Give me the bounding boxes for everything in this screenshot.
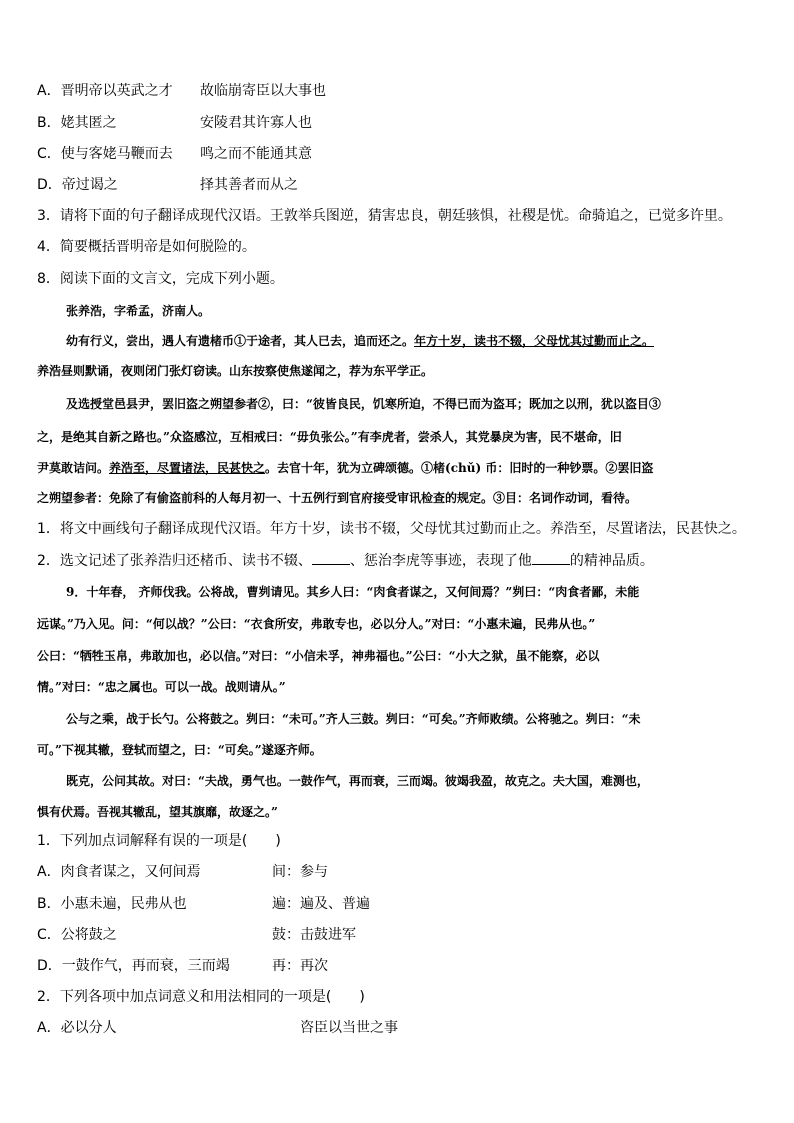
q9-2-option-a-right: 咨臣以当世之事	[300, 1020, 398, 1036]
q9-1-option-c-right: 鼓：击鼓进军	[272, 927, 356, 943]
question-9-2: 2．下列各项中加点词意义和用法相同的一项是( )	[37, 989, 365, 1005]
answer-blank-2[interactable]	[532, 550, 570, 565]
question-8: 8．阅读下面的文言文，完成下列小题。	[37, 271, 284, 287]
question-8-2	[37, 550, 654, 571]
passage8-line6-text: 尹莫敢诘问。	[37, 461, 110, 475]
passage8-line1: 张养浩，字希孟，济南人。	[66, 304, 211, 318]
q9-1-option-d: D．一鼓作气，再而衰，三而竭	[37, 958, 230, 974]
q9-1-option-b: B．小惠未遍，民弗从也	[37, 896, 187, 912]
option-d	[37, 175, 118, 195]
passage8-line2	[66, 331, 786, 351]
passage8-line4: 及选授堂邑县尹，罢旧盗之朔望参者②，曰：“彼皆良民，饥寒所迫，不得已而为盗耳；既加之以刑，犹以盗目③	[66, 397, 661, 411]
question-4: 4．简要概括晋明帝是如何脱险的。	[37, 239, 256, 255]
passage8-line6-notes: 。去官十年，犹为立碑颂德。①楮(chǔ) 币：旧时的一种钞票。②罢旧盗	[265, 461, 654, 475]
passage9-line8: 惧有伏焉。吾视其辙乱，望其旗靡，故逐之。”	[37, 805, 278, 819]
question-3: 3．请将下面的句子翻译成现代汉语。王敦举兵图逆，猜害忠良，朝廷骇惧，社稷是忧。命骑追之，已觉多许里。	[37, 208, 732, 224]
passage8-line3: 养浩昼则默诵，夜则闭门张灯窃读。山东按察使焦遂闻之，荐为东平学正。	[37, 364, 434, 378]
passage8-line5: 之，是绝其自新之路也。”众盗感泣，互相戒曰：“毋负张公。”有李虎者，尝杀人，其党暴戾为害，民不堪命，旧	[37, 430, 622, 444]
answer-blank-1[interactable]	[312, 550, 350, 565]
passage8-underlined-sentence-1: 年方十岁，读书不辍，父母忧其过勤而止之。	[414, 334, 655, 348]
question-8-2-text-b: 、惩治李虎等事迹，表现了他	[349, 553, 532, 569]
option-b	[37, 113, 117, 133]
passage9-line6: 可。”下视其辙，登轼而望之，曰：“可矣。”遂逐齐师。	[37, 743, 322, 757]
q9-1-option-a-right: 间：参与	[272, 864, 328, 880]
option-a-right: 故临崩寄臣以大事也	[200, 83, 326, 99]
passage8-line6	[37, 458, 757, 478]
q9-2-option-a: A．必以分人	[37, 1020, 117, 1036]
question-8-1: 1．将文中画线句子翻译成现代汉语。年方十岁，读书不辍，父母忧其过勤而止之。养浩至，尽置诸法，民甚快之。	[37, 521, 746, 537]
question-8-2-text-c: 的精神品质。	[569, 553, 654, 569]
question-9-1: 1．下列加点词解释有误的一项是( )	[37, 833, 281, 849]
q9-1-option-d-right: 再：再次	[272, 958, 328, 974]
passage9-line1: 9．十年春， 齐师伐我。公将战，曹刿请见。其乡人曰：“肉食者谋之，又何间焉？”刿曰：“肉食者鄙，未能	[66, 585, 640, 599]
option-b-right: 安陵君其许寡人也	[200, 115, 312, 131]
q9-1-option-c: C．公将鼓之	[37, 927, 117, 943]
passage8-underlined-sentence-2: 养浩至，尽置诸法，民甚快之	[109, 461, 266, 475]
q9-1-option-b-right: 遍：遍及、普遍	[272, 896, 370, 912]
option-d-label: D．帝过谒之	[37, 177, 118, 193]
passage8-line7: 之朔望参者：免除了有偷盗前科的人每月初一、十五例行到官府接受审讯检查的规定。③目：名词作动词，看待。	[37, 491, 638, 505]
option-b-label: B．姥其匿之	[37, 115, 117, 131]
passage9-line3: 公曰：“牺牲玉帛，弗敢加也，必以信。”对曰：“小信未孚，神弗福也。”公曰：“小大之狱，虽不能察，必以	[37, 649, 600, 663]
option-c-label: C．使与客姥马鞭而去	[37, 146, 173, 162]
option-c	[37, 144, 173, 164]
passage8-line2-text: 幼有行义，尝出，遇人有遗楮币①于途者，其人已去，追而还之。	[66, 334, 415, 348]
option-a-label: A．晋明帝以英武之才	[37, 83, 173, 99]
passage9-line4: 情。”对曰：“忠之属也。可以一战。战则请从。”	[37, 680, 286, 694]
option-d-right: 择其善者而从之	[200, 177, 298, 193]
q9-1-option-a: A．肉食者谋之，又何间焉	[37, 864, 201, 880]
option-a	[37, 81, 173, 101]
passage9-line5: 公与之乘，战于长勺。公将鼓之。刿曰：“未可。”齐人三鼓。刿曰：“可矣。”齐师败绩。公将驰之。刿曰：“未	[66, 712, 641, 726]
question-8-2-text-a: 2．选文记述了张养浩归还楮币、读书不辍、	[37, 553, 312, 569]
passage9-line7: 既克，公问其故。对曰：“夫战，勇气也。一鼓作气，再而衰，三而竭。彼竭我盈，故克之。夫大国，难测也，	[66, 774, 649, 788]
passage9-line2: 远谋。”乃入见。问：“何以战？”公曰：“衣食所安，弗敢专也，必以分人。”对曰：“小惠未遍，民弗从也。”	[37, 617, 596, 631]
option-c-right: 鸣之而不能通其意	[200, 146, 312, 162]
